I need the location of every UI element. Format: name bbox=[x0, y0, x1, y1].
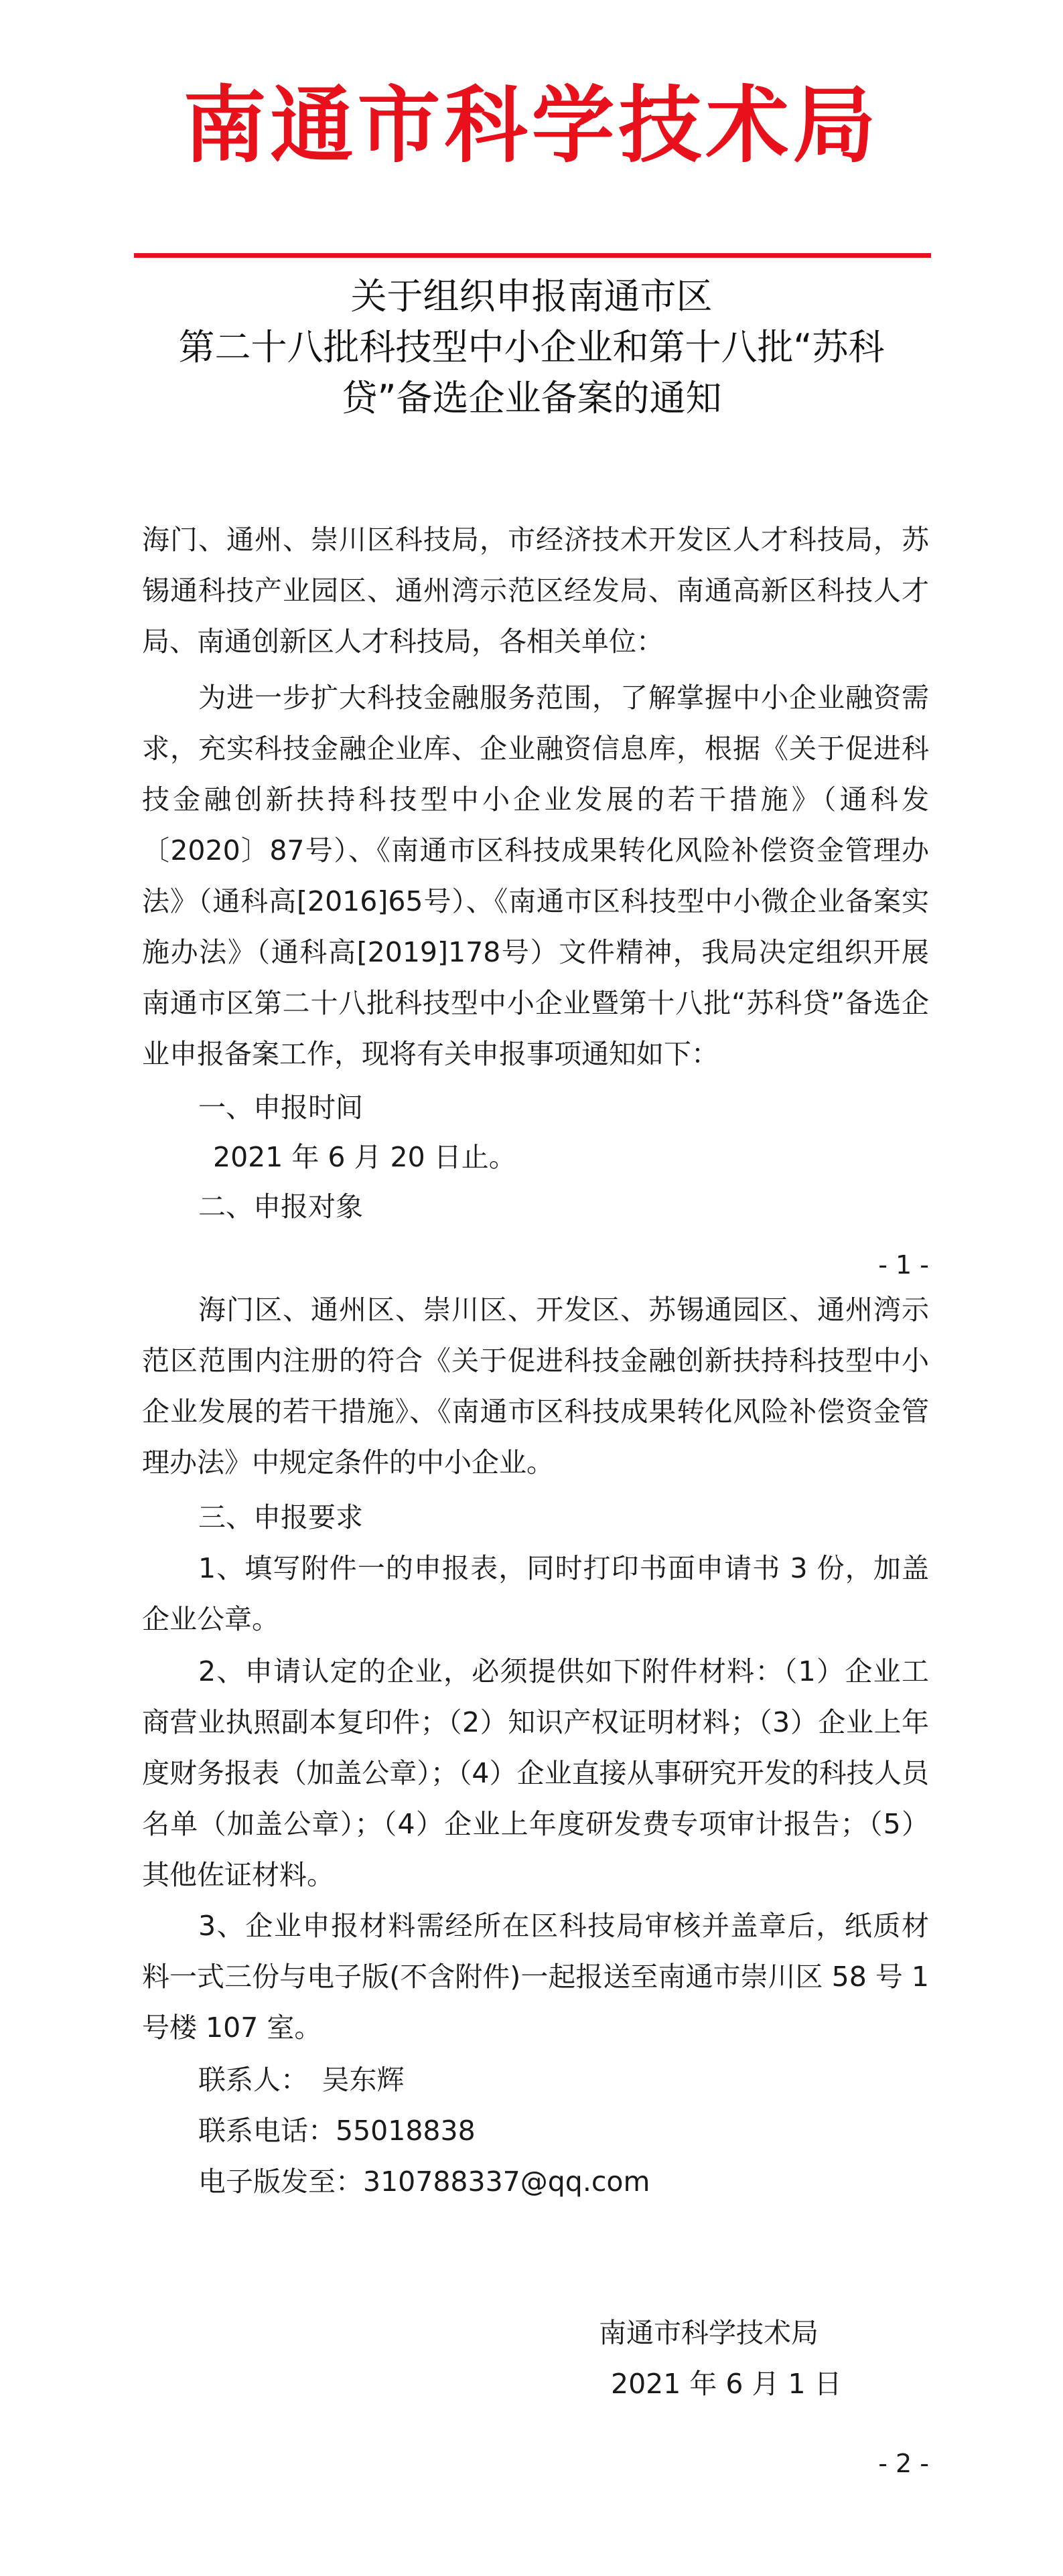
contact-email: 电子版发至：310788337@qq.com bbox=[198, 2166, 650, 2198]
addressee: 海门、通州、崇川区科技局，市经济技术开发区人才科技局，苏锡通科技产业园区、通州湾示范区经发局、南通高新区科技人才局、南通创新区人才科技局，各相关单位： bbox=[142, 524, 929, 658]
page-number-2: - 2 - bbox=[878, 2449, 929, 2478]
section-2-text: 海门区、通州区、崇川区、开发区、苏锡通园区、通州湾示范区范围内注册的符合《关于促进科技金融创新扶持科技型中小企业发展的若干措施》、《南通市区科技成果转化风险补偿资金管理办法》中规定条件的中小企业。 bbox=[142, 1294, 929, 1479]
intro-paragraph: 为进一步扩大科技金融服务范围，了解掌握中小企业融资需求，充实科技金融企业库、企业融资信息库，根据《关于促进科技金融创新扶持科技型中小企业发展的若干措施》（通科发〔2020〕87号）、《南通市区科技成果转化风险补偿资金管理办法》（通科高[2016]65号）、《南通市区科技型中小微企业备案实施办法》（通科高[2019]178号）文件精神，我局决定组织开展南通市区第二十八批科技型中小企业暨第十八批“苏科贷”备选企业申报备案工作，现将有关申报事项通知如下： bbox=[142, 682, 929, 1070]
section-3-heading: 三、申报要求 bbox=[198, 1501, 363, 1533]
contact-phone: 联系电话：55018838 bbox=[198, 2115, 476, 2147]
title-line-1: 关于组织申报南通市区 bbox=[350, 275, 713, 317]
section-1-text: 2021 年 6 月 20 日止。 bbox=[213, 1141, 516, 1173]
signature-organization: 南通市科学技术局 bbox=[599, 2317, 819, 2349]
signature-date: 2021 年 6 月 1 日 bbox=[611, 2368, 842, 2400]
notice-title bbox=[80, 271, 983, 424]
section-1-heading: 一、申报时间 bbox=[198, 1091, 363, 1124]
page-number-1: - 1 - bbox=[878, 1250, 929, 1280]
red-divider-line bbox=[134, 253, 931, 258]
section-2-heading: 二、申报对象 bbox=[198, 1191, 363, 1223]
requirement-2: 2、申请认定的企业，必须提供如下附件材料：（1）企业工商营业执照副本复印件；（2）知识产权证明材料；（3）企业上年度财务报表（加盖公章）；（4）企业直接从事研究开发的科技人员名单（加盖公章）；（4）企业上年度研发费专项审计报告；（5）其他佐证材料。 bbox=[142, 1655, 929, 1891]
requirement-3: 3、企业申报材料需经所在区科技局审核并盖章后，纸质材料一式三份与电子版(不含附件)一起报送至南通市崇川区 58 号 1 号楼 107 室。 bbox=[142, 1910, 929, 2044]
contact-person: 联系人： 吴东辉 bbox=[198, 2064, 405, 2096]
title-line-3: 贷”备选企业备案的通知 bbox=[341, 377, 722, 419]
title-line-2: 第二十八批科技型中小企业和第十八批“苏科 bbox=[178, 326, 885, 368]
masthead-title: 南通市科学技术局 bbox=[183, 77, 880, 174]
requirement-1: 1、填写附件一的申报表，同时打印书面申请书 3 份，加盖企业公章。 bbox=[142, 1552, 929, 1635]
